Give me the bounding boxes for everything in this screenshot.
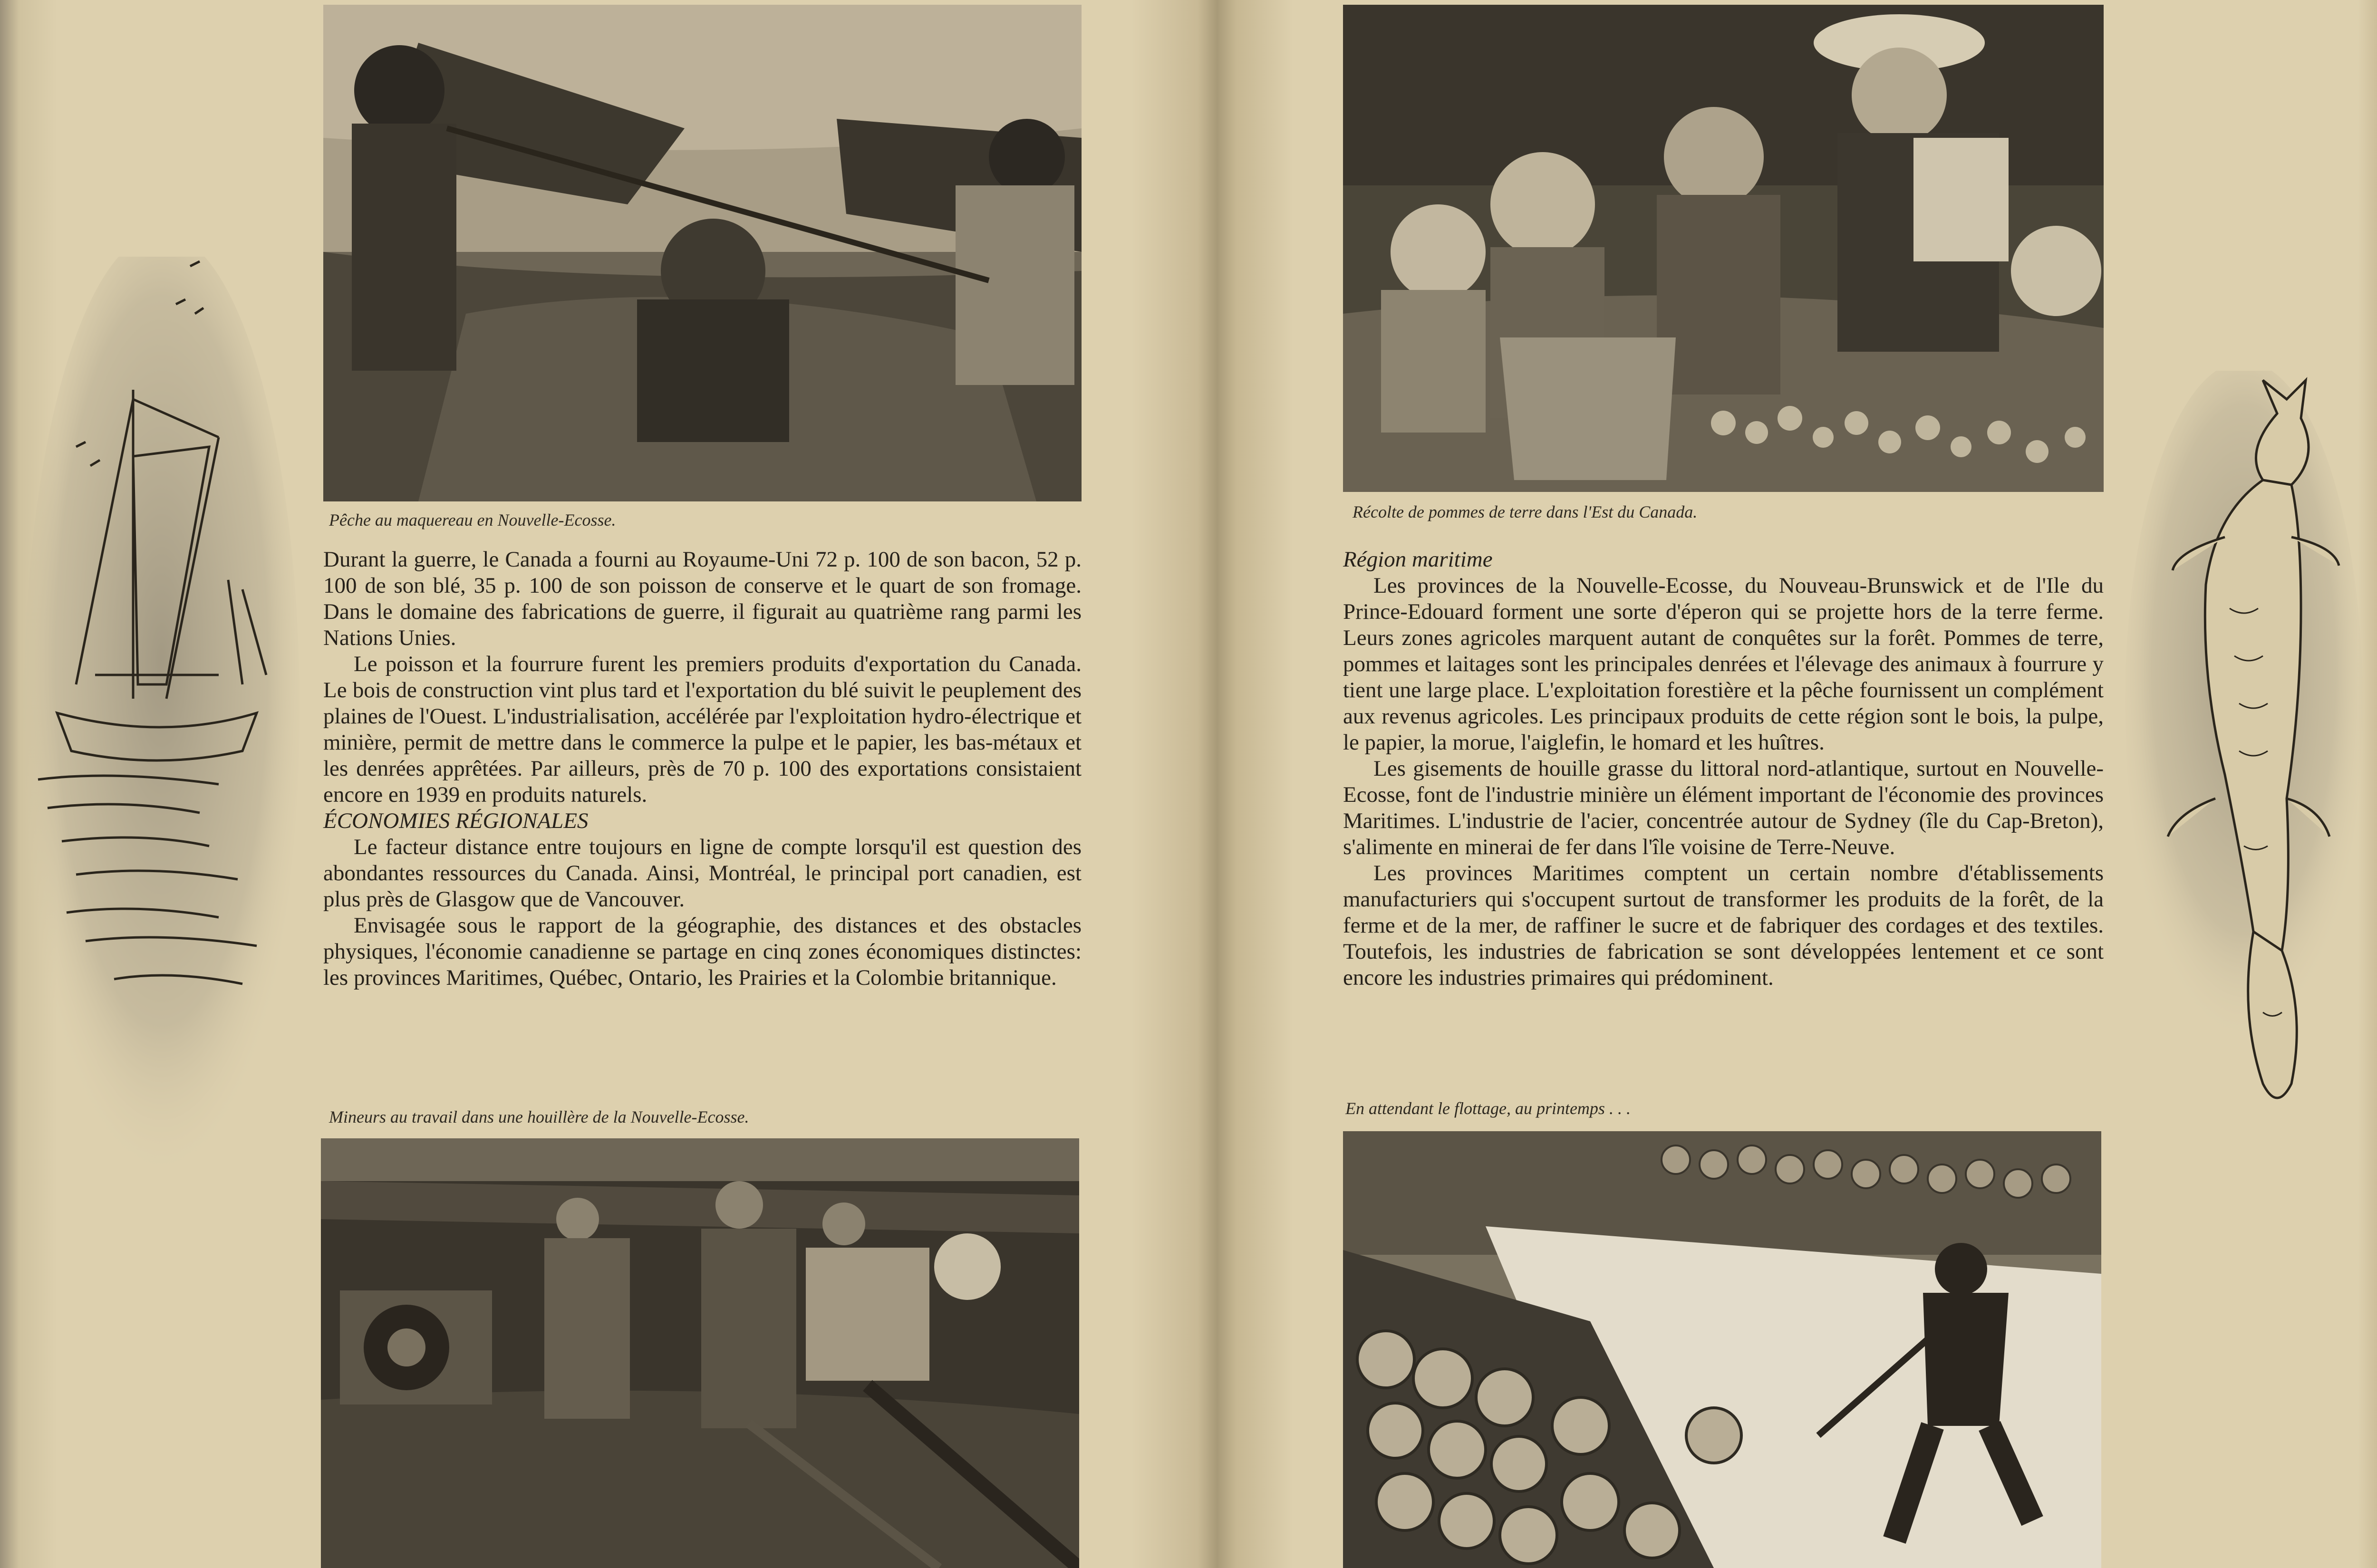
paragraph-export-history: Le poisson et la fourrure furent les premiers produits d'exportation du Canada. Le bois de construction vint plus tard et l'exportation du blé suivit le peuplement des plaines de l'Ouest. L'industrialisation, accélérée par l'exploitation hydro-électrique et minière, permit de mettre dans le commerce la pulpe et le papier, les bas-métaux et les denrées apprêtées. Par ailleurs, près de 70 p. 100 des exportations consistaient encore en 1939 en produits naturels.	[323, 652, 1082, 807]
section-heading-regional-economies: ÉCONOMIES RÉGIONALES	[323, 808, 589, 833]
paragraph-war-exports: Durant la guerre, le Canada a fourni au Royaume-Uni 72 p. 100 de son bacon, 52 p. 100 de son blé, 35 p. 100 de son poisson de conserve et le quart de son fromage. Dans le domaine des fabrications de guerre, il figurait au quatrième rang parmi les Nations Unies.	[323, 547, 1082, 650]
paragraph-maritime-provinces: Les provinces de la Nouvelle-Ecosse, du Nouveau-Brunswick et de l'Ile du Prince-Edouard forment une sorte d'éperon qui se projette hors de la terre ferme. Leurs zones agricoles marquent autant de conquêtes sur la forêt. Pommes de terre, pommes et laitages sont les principales denrées et l'élevage des animaux à fourrure y tient une large place. L'exploitation forestière et la pêche fournissent un complément aux revenus agricoles. Les principaux produits de cette région sont le bois, la pulpe, le papier, la morue, l'aiglefin, le homard et les huîtres.	[1343, 573, 2104, 755]
log-driving-caption: En attendant le flottage, au printemps . . .	[1345, 1099, 1631, 1118]
right-body-text	[1343, 547, 2104, 991]
potato-harvest-photo	[1343, 5, 2104, 492]
left-body-text	[323, 547, 1082, 991]
sailboat-illustration	[19, 257, 314, 1207]
coal-miners-photo	[321, 1138, 1079, 1568]
section-heading-maritime-region: Région maritime	[1343, 547, 1493, 572]
potato-harvest-caption: Récolte de pommes de terre dans l'Est du Canada.	[1353, 502, 1698, 521]
log-driving-photo	[1343, 1131, 2101, 1568]
mackerel-fishing-photo	[323, 5, 1082, 501]
paragraph-distance-factor: Le facteur distance entre toujours en ligne de compte lorsqu'il est question des abondantes ressources du Canada. Ainsi, Montréal, le principal port canadien, est plus près de Glasgow que de Vancouver.	[323, 835, 1082, 912]
paragraph-coal-deposits: Les gisements de houille grasse du littoral nord-atlantique, surtout en Nouvelle-Ecosse, font de l'industrie minière un élément important de l'économie des provinces Maritimes. L'industrie de l'acier, concentrée autour de Sydney (île du Cap-Breton), s'alimente en minerai de fer dans l'île voisine de Terre-Neuve.	[1343, 756, 2104, 859]
mackerel-fishing-caption: Pêche au maquereau en Nouvelle-Ecosse.	[329, 510, 616, 529]
right-page	[1217, 0, 2377, 1568]
fox-pelt-illustration	[2120, 371, 2367, 1179]
coal-miners-caption: Mineurs au travail dans une houillère de la Nouvelle-Ecosse.	[329, 1107, 749, 1126]
paragraph-five-zones: Envisagée sous le rapport de la géographie, des distances et des obstacles physiques, l'économie canadienne se partage en cinq zones économiques distinctes: les provinces Maritimes, Québec, Ontario, les Prairies et la Colombie britannique.	[323, 913, 1082, 990]
paragraph-manufacturing: Les provinces Maritimes comptent un certain nombre d'établissements manufacturiers qui s'occupent surtout de transformer les produits de la forêt, de la ferme et de la mer, de raffiner le sucre et de fabriquer des cordages et des textiles. Toutefois, les industries de fabrication se sont développées lentement et ce sont encore les industries primaires qui prédominent.	[1343, 861, 2104, 990]
